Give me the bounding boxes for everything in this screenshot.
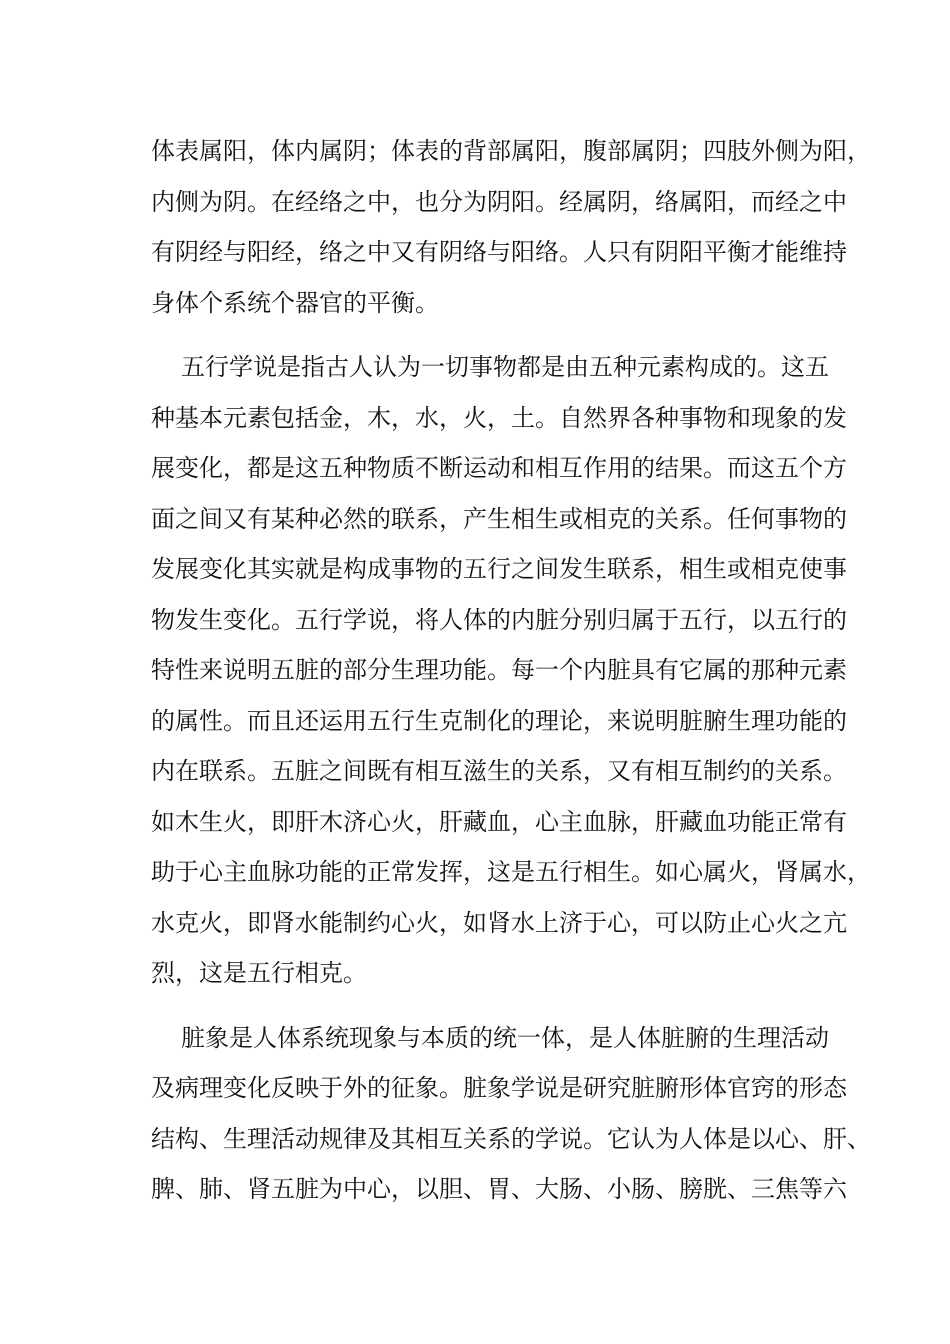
body-text <box>151 126 871 1215</box>
text-line: 及病理变化反映于外的征象。脏象学说是研究脏腑形体官窍的形态 <box>151 1074 847 1102</box>
text-line: 脏象是人体系统现象与本质的统一体，是人体脏腑的生理活动 <box>181 1023 829 1052</box>
text-line: 体表属阳，体内属阴；体表的背部属阳，腹部属阴；四肢外侧为阳， <box>151 137 871 165</box>
text-line: 的属性。而且还运用五行生克制化的理论，来说明脏腑生理功能的 <box>151 706 847 735</box>
text-line: 烈，这是五行相克。 <box>151 959 367 987</box>
text-line: 有阴经与阳经，络之中又有阴络与阳络。人只有阴阳平衡才能维持 <box>151 238 847 266</box>
paragraph-gap <box>151 328 811 342</box>
text-line: 特性来说明五脏的部分生理功能。每一个内脏具有它属的那种元素 <box>151 656 847 684</box>
text-line: 助于心主血脉功能的正常发挥，这是五行相生。如心属火，肾属水， <box>151 858 871 886</box>
paragraph-gap <box>151 999 811 1013</box>
text-line: 脾、肺、肾五脏为中心，以胆、胃、大肠、小肠、膀胱、三焦等六 <box>151 1175 847 1203</box>
paragraph <box>151 126 871 328</box>
text-line: 物发生变化。五行学说，将人体的内脏分别归属于五行，以五行的 <box>151 605 847 634</box>
text-line: 结构、生理活动规律及其相互关系的学说。它认为人体是以心、肝、 <box>151 1124 871 1153</box>
text-line: 五行学说是指古人认为一切事物都是由五种元素构成的。这五 <box>181 353 829 381</box>
text-line: 内侧为阴。在经络之中，也分为阴阳。经属阴，络属阳，而经之中 <box>151 187 847 216</box>
text-line: 水克火，即肾水能制约心火，如肾水上济于心，可以防止心火之亢 <box>151 908 847 937</box>
text-line: 如木生火，即肝木济心火，肝藏血，心主血脉，肝藏血功能正常有 <box>151 807 847 836</box>
text-line: 展变化，都是这五种物质不断运动和相互作用的结果。而这五个方 <box>151 454 847 482</box>
text-line: 种基本元素包括金，木，水，火，土。自然界各种事物和现象的发 <box>151 403 847 432</box>
text-line: 内在联系。五脏之间既有相互滋生的关系，又有相互制约的关系。 <box>151 757 847 785</box>
paragraph <box>151 1013 871 1215</box>
text-line: 身体个系统个器官的平衡。 <box>151 288 439 317</box>
text-line: 面之间又有某种必然的联系，产生相生或相克的关系。任何事物的 <box>151 504 847 533</box>
text-line: 发展变化其实就是构成事物的五行之间发生联系，相生或相克使事 <box>151 555 847 583</box>
paragraph <box>151 342 871 999</box>
